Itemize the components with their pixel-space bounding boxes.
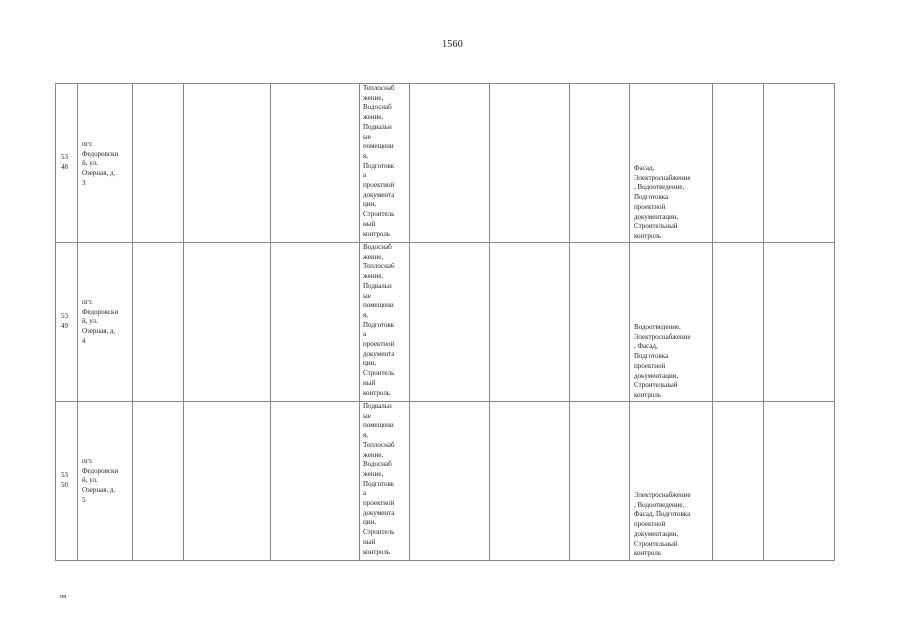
row-number: 53 50 xyxy=(61,471,68,489)
column-border xyxy=(569,83,570,561)
row-number: 53 48 xyxy=(61,153,68,171)
column-border xyxy=(629,83,630,561)
row-border xyxy=(55,401,835,402)
work-types: Подвальн ые помещени я, Теплоснаб жение, Водоснаб жение, Подготовк а проектной документа ции, Строитель ный контроль xyxy=(363,402,395,556)
column-border xyxy=(183,83,184,561)
column-border xyxy=(489,83,490,561)
column-border xyxy=(409,83,410,561)
address: пгт. Федоровски й, ул. Озерная, д. 4 xyxy=(82,298,119,345)
column-border xyxy=(763,83,764,561)
works-table xyxy=(55,83,835,561)
column-border xyxy=(834,83,835,561)
footer-mark: нн xyxy=(60,594,67,600)
address: пгт. Федоровски й, ул. Озерная, д. 5 xyxy=(82,457,119,504)
column-border xyxy=(132,83,133,561)
address: пгт. Федоровски й, ул. Озерная, д. 3 xyxy=(82,140,119,187)
work-types-summary: Электроснабжение , Водоотведение, Фасад, Подготовка проектной документации, Строительный контроль xyxy=(634,491,691,558)
work-types-summary: Фасад, Электроснабжение , Водоотведение, Подготовка проектной документации, Строительный контроль xyxy=(634,164,691,240)
work-types: Водоснаб жение, Теплосна6 жение, Подвальн ые помещени я, Подготовк а проектной документа ции, Строитель ный контроль xyxy=(363,243,395,397)
row-border xyxy=(55,83,835,84)
column-border xyxy=(270,83,271,561)
row-border xyxy=(55,560,835,561)
row-number: 53 49 xyxy=(61,312,68,330)
column-border xyxy=(712,83,713,561)
work-types: Теплоснаб жение, Водоснаб жение, Подвальн ые помещени я, Подготовк а проектной документа ции, Строитель ный контроль xyxy=(363,84,395,238)
column-border xyxy=(55,83,56,561)
column-border xyxy=(359,83,360,561)
work-types-summary: Водоотведение, Электроснабжение , Фасад, Подготовка проектной документации, Строительный контроль xyxy=(634,323,691,399)
column-border xyxy=(77,83,78,561)
row-border xyxy=(55,242,835,243)
page-number: 1560 xyxy=(442,39,463,50)
